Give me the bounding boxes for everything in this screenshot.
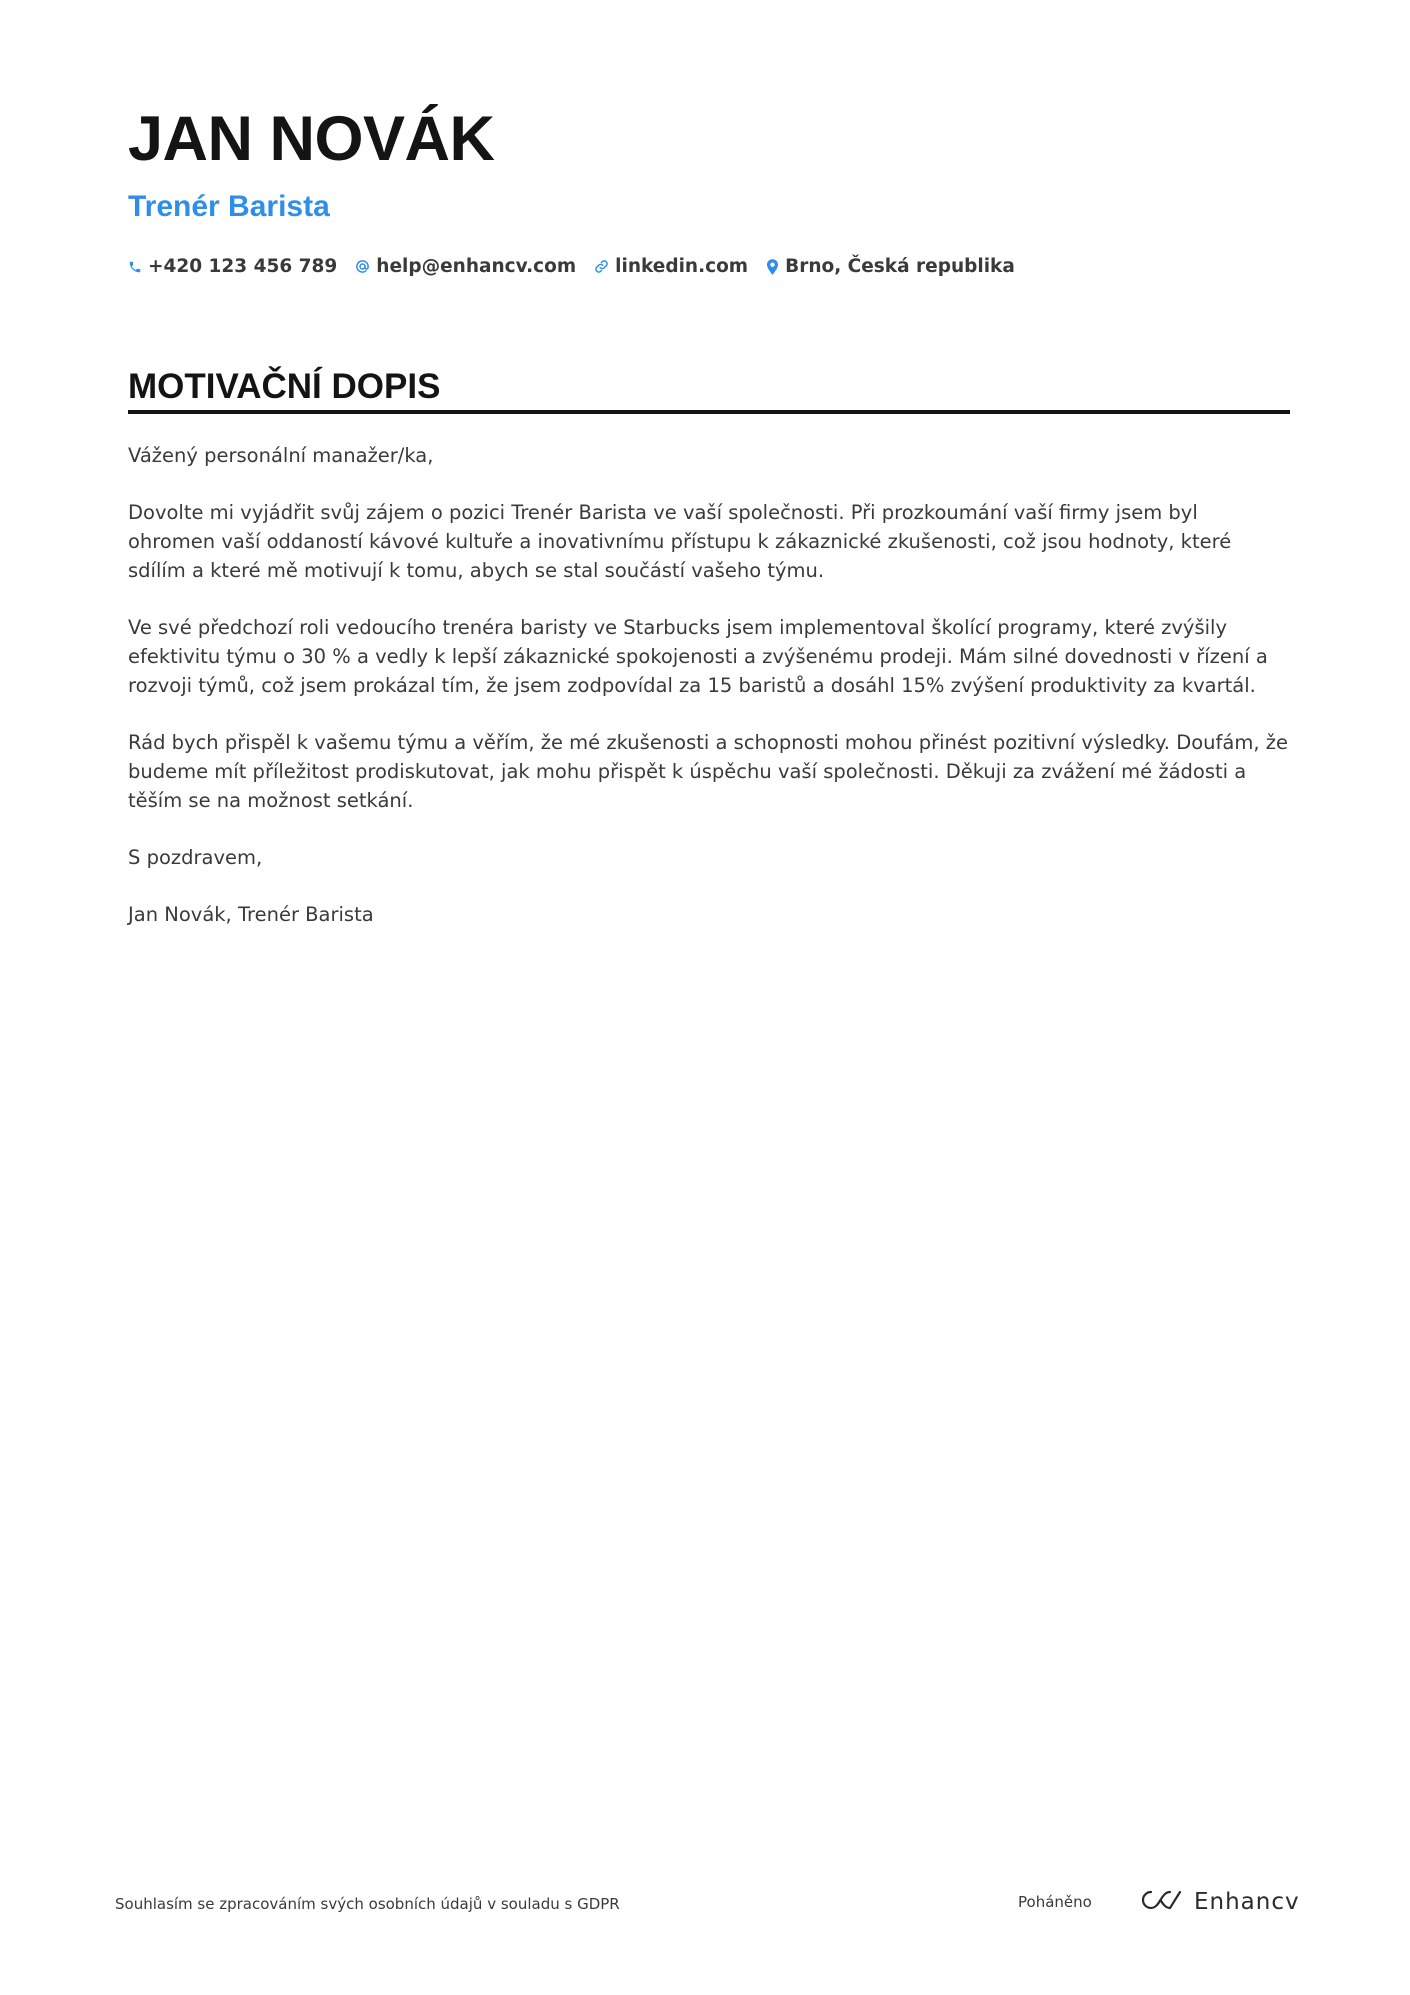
enhancv-logo[interactable] bbox=[1138, 1888, 1300, 1916]
at-icon bbox=[355, 259, 370, 274]
letter-body bbox=[128, 441, 1290, 957]
letter-paragraph: Ve své předchozí roli vedoucího trenéra baristy ve Starbucks jsem implementoval školící programy, které zvýšily efektivitu týmu o 30 % a vedly k lepší zákaznické spokojenosti a zvýšenému prodeji. Mám silné dovednosti v řízení a rozvoji týmů, což jsem prokázal tím, že jsem zodpovídal za 15 baristů a dosáhl 15% zvýšení produktivity za kvartál. bbox=[128, 616, 1268, 697]
location-pin-icon bbox=[766, 259, 779, 275]
letter-greeting: Vážený personální manažer/ka, bbox=[128, 444, 434, 467]
contact-bar bbox=[128, 256, 1015, 277]
section-title: MOTIVAČNÍ DOPIS bbox=[128, 367, 441, 406]
contact-email-text: help@enhancv.com bbox=[376, 256, 577, 277]
contact-phone-text: +420 123 456 789 bbox=[148, 256, 338, 277]
enhancv-logo-icon bbox=[1138, 1888, 1184, 1916]
contact-linkedin-text: linkedin.com bbox=[615, 256, 749, 277]
phone-icon bbox=[128, 260, 142, 274]
gdpr-consent-text: Souhlasím se zpracováním svých osobních údajů v souladu s GDPR bbox=[115, 1895, 620, 1913]
contact-location bbox=[766, 256, 1015, 277]
letter-paragraph: Dovolte mi vyjádřit svůj zájem o pozici Trenér Barista ve vaší společnosti. Při prozkoumání vaší firmy jsem byl ohromen vaší oddaností kávové kultuře a inovativnímu přístupu k zákaznické zkušenosti, což jsou hodnoty, které sdílím a které mě motivují k tomu, abych se stal součástí vašeho týmu. bbox=[128, 501, 1232, 582]
contact-linkedin[interactable] bbox=[594, 256, 748, 277]
link-icon bbox=[594, 259, 609, 274]
letter-closing: S pozdravem, bbox=[128, 846, 263, 869]
letter-signature: Jan Novák, Trenér Barista bbox=[128, 903, 374, 926]
contact-location-text: Brno, Česká republika bbox=[785, 256, 1015, 277]
enhancv-logo-text: Enhancv bbox=[1194, 1889, 1300, 1915]
powered-by-label: Poháněno bbox=[1018, 1893, 1092, 1911]
applicant-name: JAN NOVÁK bbox=[128, 104, 495, 174]
letter-paragraph: Rád bych přispěl k vašemu týmu a věřím, že mé zkušenosti a schopnosti mohou přinést pozitivní výsledky. Doufám, že budeme mít příležitost prodiskutovat, jak mohu přispět k úspěchu vaší společnosti. Děkuji za zvážení mé žádosti a těším se na možnost setkání. bbox=[128, 731, 1288, 812]
contact-email[interactable] bbox=[355, 256, 576, 277]
contact-phone[interactable] bbox=[128, 256, 337, 277]
section-divider bbox=[128, 410, 1290, 414]
job-title: Trenér Barista bbox=[128, 190, 330, 223]
